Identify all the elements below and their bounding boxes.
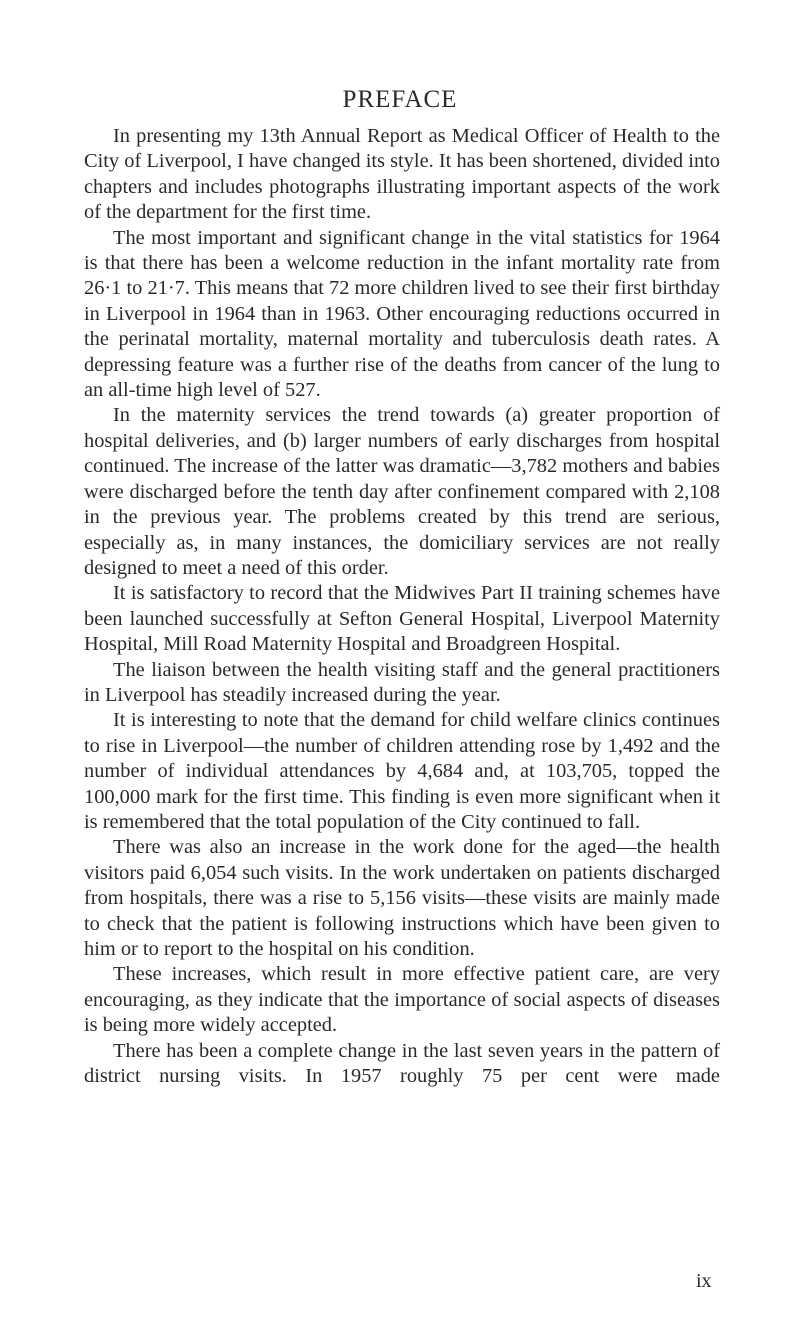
paragraph-2: The most important and significant change in the vital statistics for 1964 is that there has been a welcome reduction in the infant mortality rate from 26·1 to 21·7. This means that 72 more children lived to see their first birthday in Liverpool in 1964 than in 1963. Other encouraging reductions occurred in the perinatal mortality, maternal mortality and tuberculosis death rates. A depressing feature was a further rise of the deaths from cancer of the lung to an all-time high level of 527. [84,226,720,402]
page-number: ix [696,1270,712,1292]
paragraph-9: There has been a complete change in the last seven years in the pattern of district nursing visits. In 1957 roughly 75 per cent were made [84,1039,720,1088]
paragraph-1: In presenting my 13th Annual Report as Medical Officer of Health to the City of Liverpool, I have changed its style. It has been shortened, divided into chapters and includes photographs illustrating important aspects of the work of the department for the first time. [84,125,720,224]
page-title: PREFACE [342,86,458,113]
body-text [84,124,720,1089]
paragraph-4: It is satisfactory to record that the Midwives Part II training schemes have been launched successfully at Sefton General Hospital, Liverpool Maternity Hospital, Mill Road Maternity Hospital and Broadgreen Hospital. [84,582,720,656]
paragraph-6: It is interesting to note that the demand for child welfare clinics continues to rise in Liverpool—the number of children attending rose by 1,492 and the number of individual attendances by 4,684 and, at 103,705, topped the 100,000 mark for the first time. This finding is even more significant when it is remembered that the total population of the City continued to fall. [84,709,720,833]
paragraph-3: In the maternity services the trend towards (a) greater proportion of hospital deliveries, and (b) larger numbers of early discharges from hospital continued. The increase of the latter was dramatic—3,782 mothers and babies were discharged before the tenth day after confinement compared with 2,108 in the previous year. The problems created by this trend are serious, especially as, in many instances, the domiciliary services are not really designed to meet a need of this order. [84,404,720,579]
paragraph-7: There was also an increase in the work done for the aged—the health visitors paid 6,054 such visits. In the work undertaken on patients discharged from hospitals, there was a rise to 5,156 visits—these visits are mainly made to check that the patient is following instructions which have been given to him or to report to the hospital on his condition. [84,836,720,960]
paragraph-8: These increases, which result in more effective patient care, are very encouraging, as they indicate that the importance of social aspects of diseases is being more widely accepted. [84,963,720,1037]
paragraph-5: The liaison between the health visiting staff and the general practitioners in Liverpool has steadily increased during the year. [84,658,720,706]
